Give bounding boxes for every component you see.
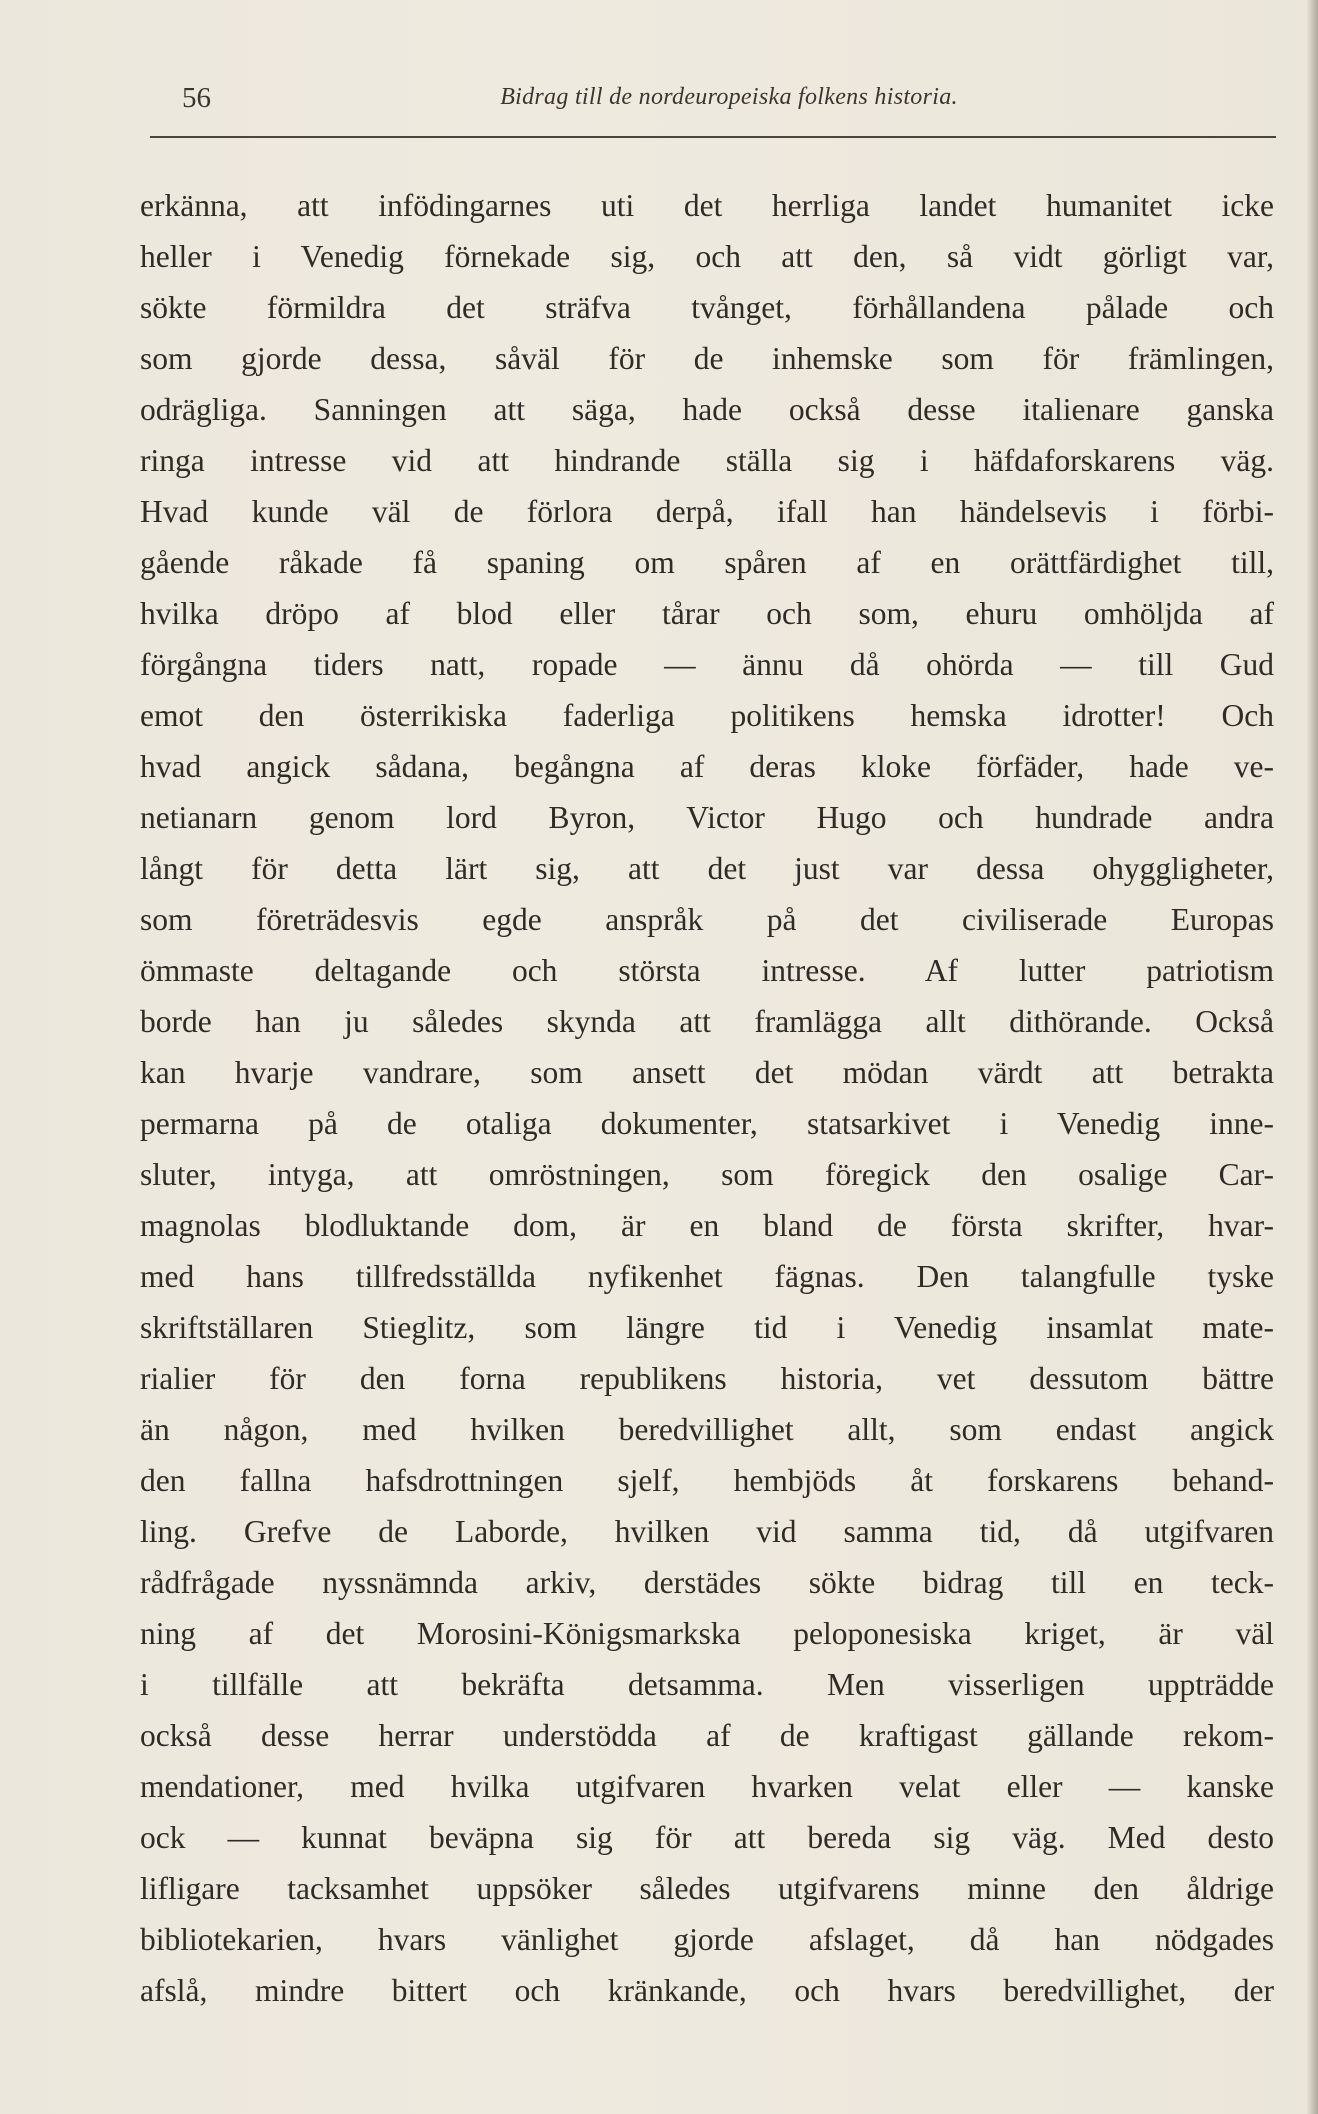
text-line: än någon, med hvilken beredvillighet allt, som endast angick <box>140 1412 1274 1447</box>
text-line: borde han ju således skynda att framlägga allt dithörande. Också <box>140 1004 1274 1039</box>
text-line: odrägliga. Sanningen att säga, hade också desse italienare ganska <box>140 392 1274 427</box>
text-line: rådfrågade nyssnämnda arkiv, derstädes sökte bidrag till en teck- <box>140 1565 1274 1600</box>
text-line: ock — kunnat beväpna sig för att bereda sig väg. Med desto <box>140 1820 1274 1855</box>
text-line: heller i Venedig förnekade sig, och att den, så vidt görligt var, <box>140 239 1274 274</box>
text-line: förgångna tiders natt, ropade — ännu då ohörda — till Gud <box>140 647 1274 682</box>
text-line: bibliotekarien, hvars vänlighet gjorde afslaget, då han nödgades <box>140 1922 1274 1957</box>
text-line: rialier för den forna republikens historia, vet dessutom bättre <box>140 1361 1274 1396</box>
text-line: ning af det Morosini-Königsmarkska peloponesiska kriget, är väl <box>140 1616 1274 1651</box>
text-line: i tillfälle att bekräfta detsamma. Men visserligen uppträdde <box>140 1667 1274 1702</box>
text-line: sluter, intyga, att omröstningen, som föregick den osalige Car- <box>140 1157 1274 1192</box>
text-line: netianarn genom lord Byron, Victor Hugo och hundrade andra <box>140 800 1274 835</box>
text-line: lifligare tacksamhet uppsöker således utgifvarens minne den åldrige <box>140 1871 1274 1906</box>
text-line: afslå, mindre bittert och kränkande, och hvars beredvillighet, der <box>140 1973 1274 2008</box>
text-line: mendationer, med hvilka utgifvaren hvarken velat eller — kanske <box>140 1769 1274 1804</box>
text-line: gående råkade få spaning om spåren af en orättfärdighet till, <box>140 545 1274 580</box>
text-line: skriftställaren Stieglitz, som längre tid i Venedig insamlat mate- <box>140 1310 1274 1345</box>
page-number: 56 <box>182 82 211 114</box>
text-line: ling. Grefve de Laborde, hvilken vid samma tid, då utgifvaren <box>140 1514 1274 1549</box>
body-text <box>140 180 1274 2016</box>
text-line: Hvad kunde väl de förlora derpå, ifall han händelsevis i förbi- <box>140 494 1274 529</box>
header-rule <box>150 136 1276 138</box>
text-line: den fallna hafsdrottningen sjelf, hembjöds åt forskarens behand- <box>140 1463 1274 1498</box>
text-line: kan hvarje vandrare, som ansett det mödan värdt att betrakta <box>140 1055 1274 1090</box>
text-line: långt för detta lärt sig, att det just var dessa ohyggligheter, <box>140 851 1274 886</box>
text-line: ringa intresse vid att hindrande ställa sig i häfdaforskarens väg. <box>140 443 1274 478</box>
page-header <box>182 78 1276 122</box>
text-line: hvilka dröpo af blod eller tårar och som, ehuru omhöljda af <box>140 596 1274 631</box>
text-line: också desse herrar understödda af de kraftigast gällande rekom- <box>140 1718 1274 1753</box>
text-line: som företrädesvis egde anspråk på det civiliserade Europas <box>140 902 1274 937</box>
text-line: hvad angick sådana, begångna af deras kloke förfäder, hade ve- <box>140 749 1274 784</box>
running-title: Bidrag till de nordeuropeiska folkens historia. <box>500 84 958 110</box>
text-line: som gjorde dessa, såväl för de inhemske som för främlingen, <box>140 341 1274 376</box>
text-line: emot den österrikiska faderliga politikens hemska idrotter! Och <box>140 698 1274 733</box>
page-edge-shadow <box>1306 0 1318 2114</box>
text-line: magnolas blodluktande dom, är en bland de första skrifter, hvar- <box>140 1208 1274 1243</box>
text-line: ömmaste deltagande och största intresse. Af lutter patriotism <box>140 953 1274 988</box>
text-line: med hans tillfredsställda nyfikenhet fägnas. Den talangfulle tyske <box>140 1259 1274 1294</box>
text-line: sökte förmildra det sträfva tvånget, förhållandena pålade och <box>140 290 1274 325</box>
text-line: permarna på de otaliga dokumenter, statsarkivet i Venedig inne- <box>140 1106 1274 1141</box>
text-line: erkänna, att infödingarnes uti det herrliga landet humanitet icke <box>140 188 1274 223</box>
